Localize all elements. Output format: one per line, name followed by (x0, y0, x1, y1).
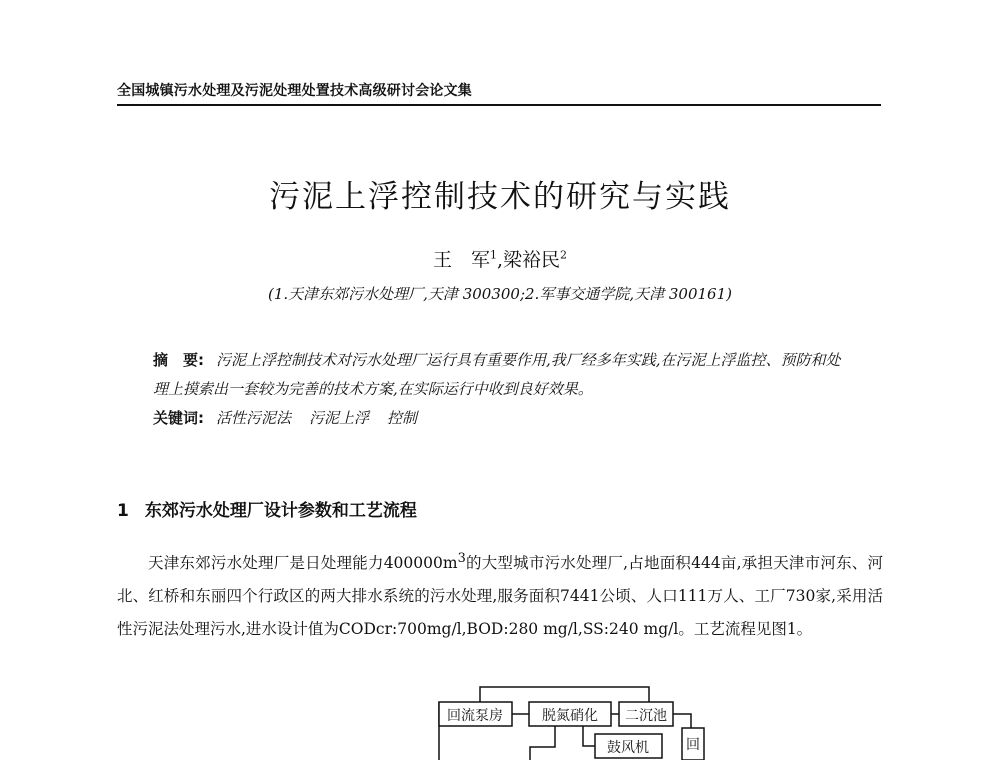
author-1-name: 王 军 (432, 249, 490, 271)
connector-clarifier-return (673, 714, 691, 728)
section-heading (117, 496, 417, 521)
box-secondary-clarifier-label: 二沉池 (625, 708, 667, 724)
abstract (153, 346, 853, 404)
author-separator: , (496, 249, 504, 271)
keywords (153, 404, 853, 433)
header-rule (117, 104, 881, 106)
unit-superscript: 3 (457, 551, 466, 566)
author-line (0, 245, 1000, 272)
abstract-label: 摘 要: (153, 351, 204, 369)
box-return-pump-label: 回流泵房 (447, 708, 503, 724)
author-2-name: 梁裕民 (503, 249, 561, 271)
box-denitrification (529, 702, 611, 726)
top-return-line (480, 687, 649, 702)
section-number: 1 (117, 501, 129, 521)
keyword-1: 活性污泥法 (216, 409, 292, 427)
abstract-block (153, 346, 853, 433)
author-1-affil-mark: 1 (489, 248, 497, 262)
section-title: 东郊污水处理厂设计参数和工艺流程 (144, 501, 417, 521)
paragraph (117, 542, 883, 646)
author-2-affil-mark: 2 (560, 248, 568, 262)
box-denitrification-label: 脱氮硝化 (542, 708, 598, 724)
body-text (117, 542, 883, 646)
box-return-side (682, 728, 704, 760)
keywords-label: 关键词: (153, 409, 204, 427)
affiliations: (1.天津东郊污水处理厂,天津 300300;2.军事交通学院,天津 300161) (268, 285, 732, 303)
box-blower (595, 734, 662, 758)
blower-connector (583, 726, 595, 746)
box-return-side-label: 回 (686, 737, 700, 753)
box-return-pump (439, 702, 512, 726)
keyword-2: 污泥上浮 (309, 409, 370, 427)
process-flow-diagram (425, 680, 725, 760)
box-secondary-clarifier (619, 702, 673, 726)
abstract-text: 污泥上浮控制技术对污水处理厂运行具有重要作用,我厂经多年实践,在污泥上浮监控、预防和处理上摸索出一套较为完善的技术方案,在实际运行中收到良好效果。 (153, 351, 841, 398)
running-head: 全国城镇污水处理及污泥处理处置技术高级研讨会论文集 (117, 83, 472, 99)
paragraph-text-a: 天津东郊污水处理厂是日处理能力400000m (148, 554, 458, 573)
box-blower-label: 鼓风机 (607, 740, 649, 756)
paragraph-text-b: 的大型城市污水处理厂,占地面积444亩,承担天津市河东、河北、红桥和东丽四个行政区的两大排水系统的污水处理,服务面积7441公顷、人口111万人、工厂730家,采用活性污泥法处理污水,进水设计值为CODcr:700mg/l,BOD:280 mg/l,SS:240 mg/l。工艺流程见图1。 (117, 554, 883, 639)
paper-title: 污泥上浮控制技术的研究与实践 (269, 179, 731, 215)
inner-line (530, 726, 555, 760)
keyword-3: 控制 (387, 409, 418, 427)
